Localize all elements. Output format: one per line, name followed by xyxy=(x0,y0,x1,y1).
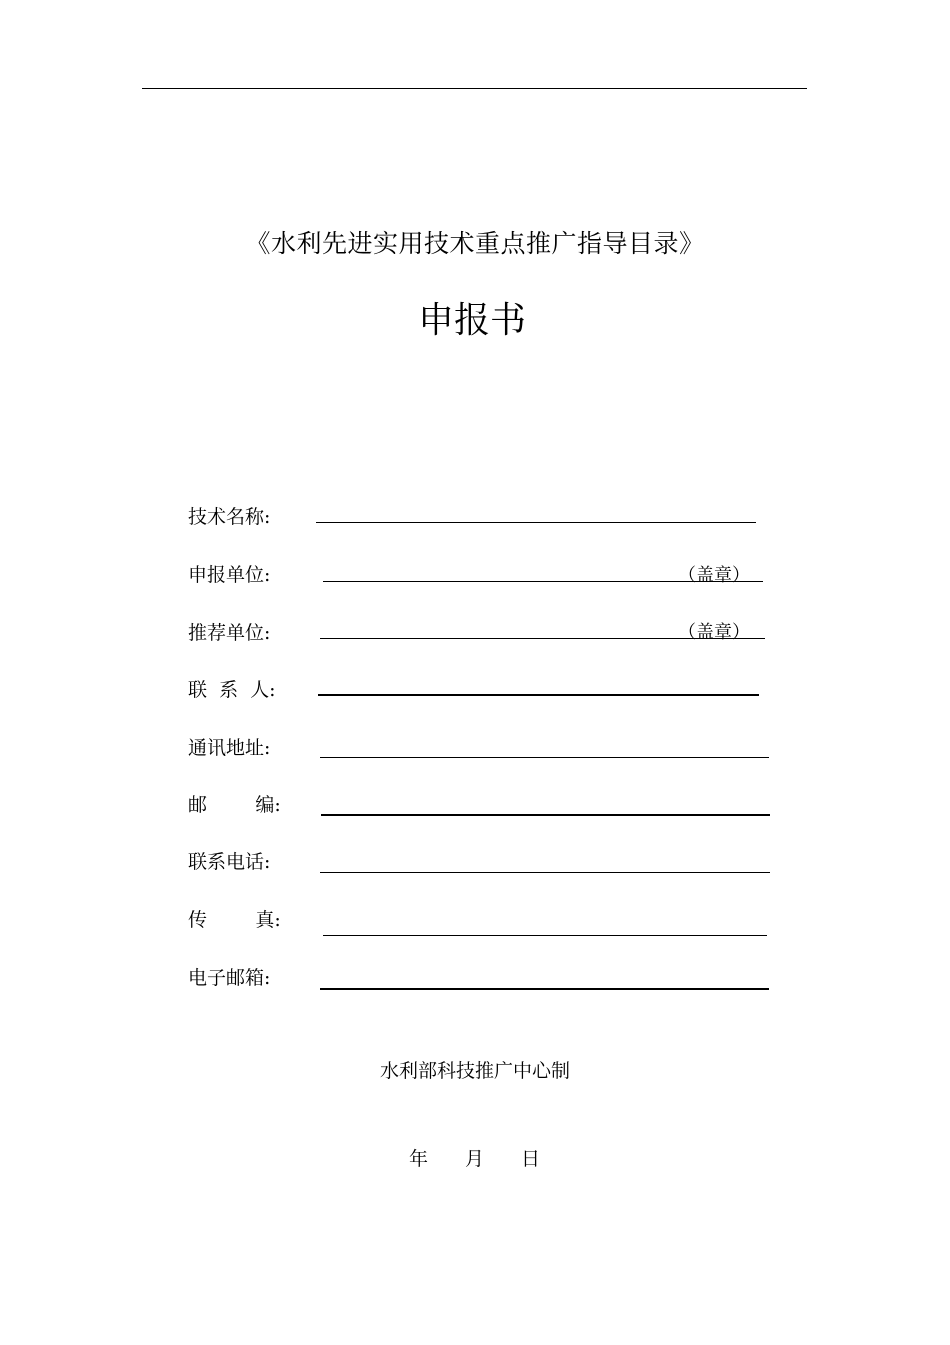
field-line-tech-name[interactable] xyxy=(316,522,756,523)
field-label-fax: 传 真: xyxy=(188,909,281,931)
field-label-postcode: 邮 编: xyxy=(188,794,281,816)
field-line-postcode[interactable] xyxy=(321,814,770,816)
field-label-recommending-unit: 推荐单位: xyxy=(188,622,271,644)
field-label-phone: 联系电话: xyxy=(188,851,271,873)
field-line-address[interactable] xyxy=(320,757,769,758)
field-line-fax[interactable] xyxy=(323,935,767,936)
date-day: 日 xyxy=(521,1148,541,1170)
date-year: 年 xyxy=(409,1148,429,1170)
document-subtitle: 申报书 xyxy=(417,300,526,341)
field-line-phone[interactable] xyxy=(320,872,770,873)
issuer-text: 水利部科技推广中心制 xyxy=(379,1060,570,1082)
field-label-email: 电子邮箱: xyxy=(188,967,271,989)
date-month: 月 xyxy=(465,1148,485,1170)
field-label-contact-person: 联 系 人: xyxy=(188,679,276,701)
field-label-tech-name: 技术名称: xyxy=(188,506,271,528)
field-line-email[interactable] xyxy=(320,988,769,990)
header-rule xyxy=(142,88,807,89)
seal-note-applicant: （盖章） xyxy=(678,565,750,586)
field-label-address: 通讯地址: xyxy=(188,737,271,759)
seal-note-recommending: （盖章） xyxy=(678,622,750,643)
document-title: 《水利先进实用技术重点推广指导目录》 xyxy=(245,229,705,258)
field-line-contact-person[interactable] xyxy=(318,694,759,696)
field-label-applicant-unit: 申报单位: xyxy=(188,564,271,586)
